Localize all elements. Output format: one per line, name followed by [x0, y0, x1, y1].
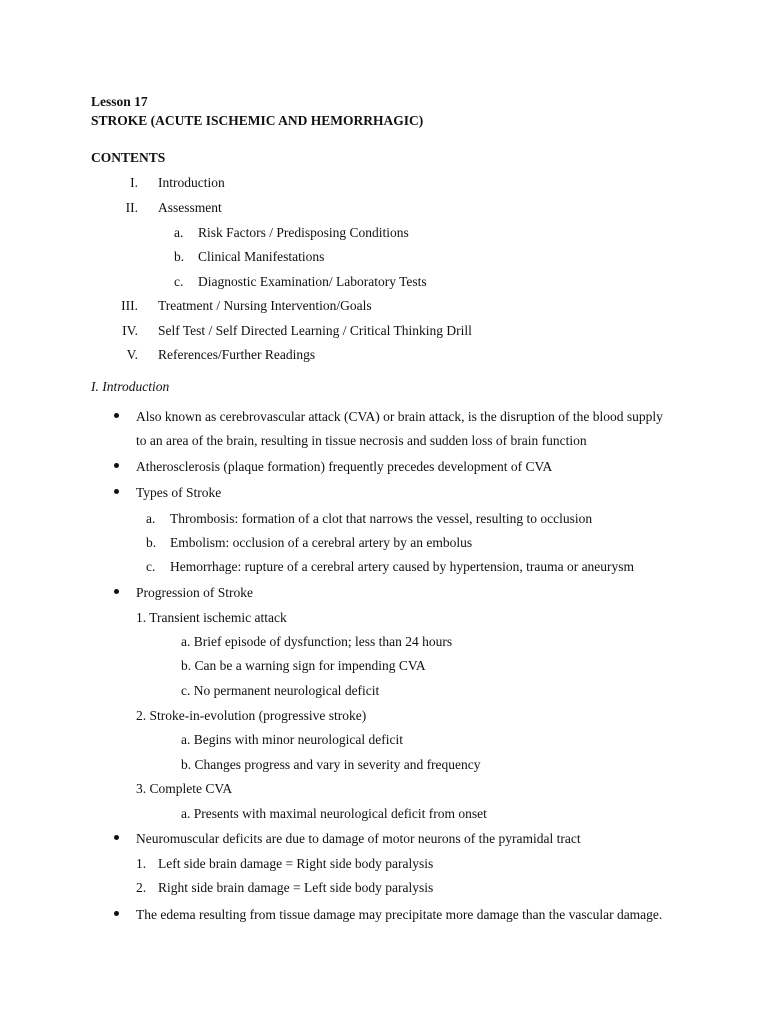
bullet-icon	[114, 589, 119, 594]
contents-item-number: III.	[121, 298, 138, 313]
stroke-type-text: Hemorrhage: rupture of a cerebral artery caused by hypertension, trauma or aneurysm	[170, 559, 635, 574]
bullet-icon	[114, 835, 119, 840]
progression-detail: a. Brief episode of dysfunction; less than 24 hours	[181, 634, 453, 649]
bullet-icon	[114, 911, 119, 916]
bullet-text: Also known as cerebrovascular attack (CVA) or brain attack, is the disruption of the blood supply	[136, 409, 663, 424]
contents-item-text: Treatment / Nursing Intervention/Goals	[158, 298, 372, 313]
contents-heading: CONTENTS	[91, 150, 166, 165]
bullet-text: Atherosclerosis (plaque formation) frequently precedes development of CVA	[136, 459, 553, 474]
contents-item-text: Self Test / Self Directed Learning / Critical Thinking Drill	[158, 323, 472, 338]
progression-stage: 3. Complete CVA	[136, 781, 233, 796]
bullet-text: Types of Stroke	[136, 485, 222, 500]
bullet-icon	[114, 463, 119, 468]
bullet-icon	[114, 413, 119, 418]
progression-detail: a. Presents with maximal neurological deficit from onset	[181, 806, 487, 821]
bullet-text: The edema resulting from tissue damage may precipitate more damage than the vascular damage.	[136, 907, 663, 922]
progression-detail: c. No permanent neurological deficit	[181, 683, 380, 698]
deficit-number: 1.	[136, 856, 147, 871]
contents-item-text: Introduction	[158, 175, 225, 190]
deficit-number: 2.	[136, 880, 147, 895]
contents-item-text: References/Further Readings	[158, 347, 316, 362]
contents-subitem-letter: a.	[174, 225, 184, 240]
contents-subitem-text: Diagnostic Examination/ Laboratory Tests	[198, 274, 427, 289]
contents-item-number: II.	[125, 200, 138, 215]
progression-stage: 2. Stroke-in-evolution (progressive stroke)	[136, 708, 367, 723]
contents-subitem-text: Risk Factors / Predisposing Conditions	[198, 225, 409, 240]
stroke-type-letter: a.	[146, 511, 156, 526]
lesson-number: Lesson 17	[91, 94, 148, 109]
bullet-text-continued: to an area of the brain, resulting in tissue necrosis and sudden loss of brain function	[136, 433, 587, 448]
deficit-text: Right side brain damage = Left side body paralysis	[158, 880, 434, 895]
contents-subitem-letter: b.	[174, 249, 185, 264]
contents-item-number: I.	[130, 175, 138, 190]
page-title: STROKE (ACUTE ISCHEMIC AND HEMORRHAGIC)	[91, 113, 424, 128]
contents-item-number: IV.	[122, 323, 138, 338]
progression-stage: 1. Transient ischemic attack	[136, 610, 287, 625]
contents-subitem-letter: c.	[174, 274, 184, 289]
progression-detail: b. Can be a warning sign for impending CVA	[181, 658, 426, 673]
stroke-type-text: Embolism: occlusion of a cerebral artery by an embolus	[170, 535, 473, 550]
deficit-text: Left side brain damage = Right side body paralysis	[158, 856, 434, 871]
bullet-text: Progression of Stroke	[136, 585, 253, 600]
stroke-type-text: Thrombosis: formation of a clot that narrows the vessel, resulting to occlusion	[170, 511, 593, 526]
progression-detail: a. Begins with minor neurological deficit	[181, 732, 403, 747]
section-heading-introduction: I. Introduction	[91, 379, 170, 394]
bullet-icon	[114, 489, 119, 494]
contents-item-number: V.	[126, 347, 138, 362]
stroke-type-letter: b.	[146, 535, 157, 550]
stroke-type-letter: c.	[146, 559, 156, 574]
contents-subitem-text: Clinical Manifestations	[198, 249, 325, 264]
progression-detail: b. Changes progress and vary in severity and frequency	[181, 757, 481, 772]
contents-item-text: Assessment	[158, 200, 222, 215]
bullet-text: Neuromuscular deficits are due to damage of motor neurons of the pyramidal tract	[136, 831, 581, 846]
